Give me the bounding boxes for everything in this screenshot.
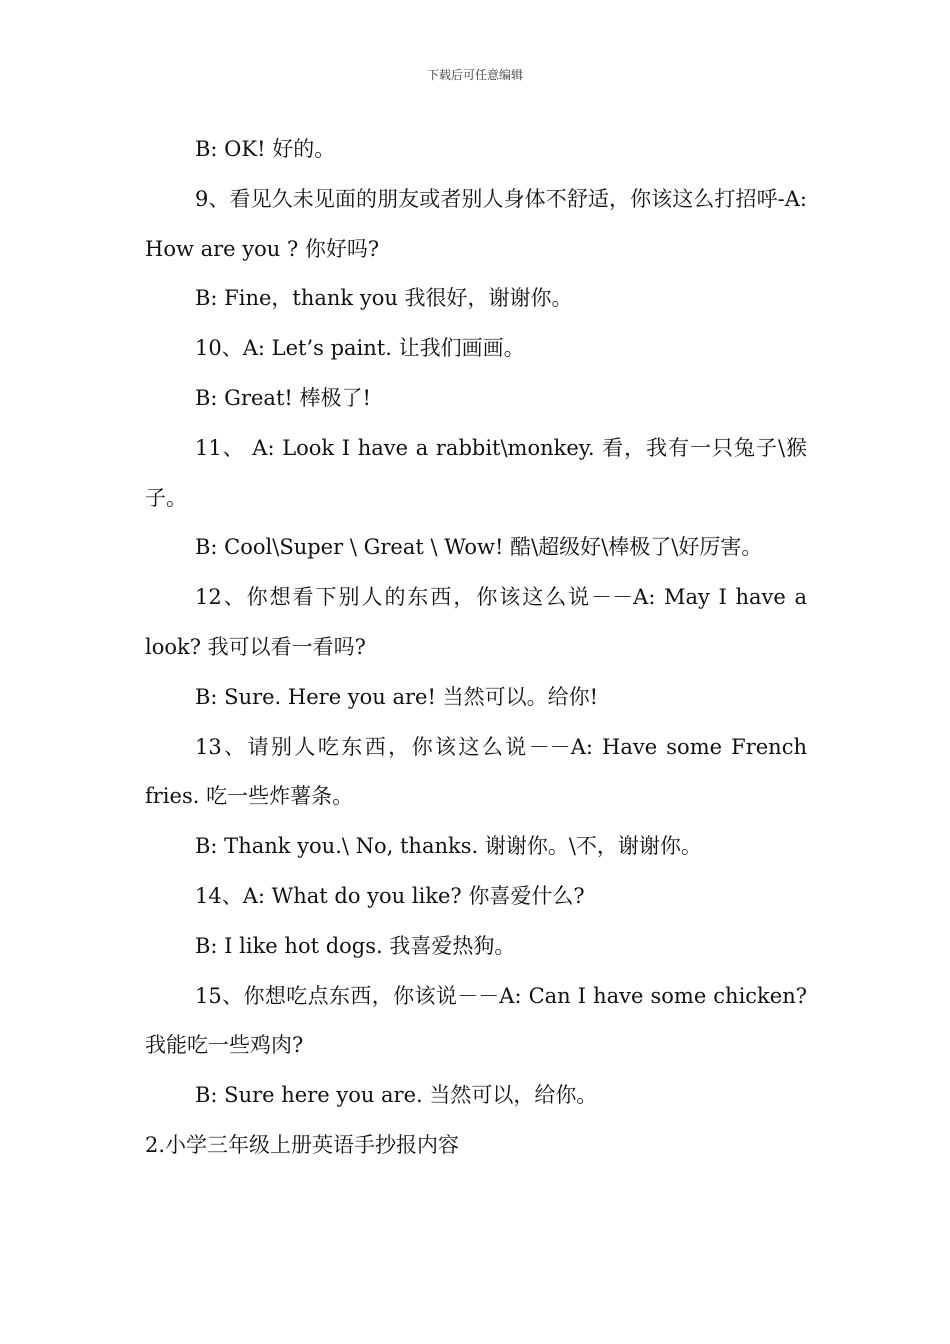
document-body (145, 125, 807, 1171)
paragraph: B: Sure here you are. 当然可以，给你。 (195, 1083, 598, 1108)
paragraph: B: Thank you.\ No, thanks. 谢谢你。\不，谢谢你。 (195, 834, 702, 859)
paragraph: B: Great! 棒极了! (195, 385, 371, 410)
paragraph: B: Fine，thank you 我很好，谢谢你。 (195, 286, 573, 311)
paragraph: 12、你想看下别人的东西，你该这么说－－A: May I have a look? 我可以看一看吗? (145, 585, 807, 659)
page-header: 下载后可任意编辑 (426, 68, 523, 82)
paragraph: B: Sure. Here you are! 当然可以。给你! (195, 684, 599, 709)
paragraph: 13、请别人吃东西，你该这么说－－A: Have some French fries. 吃一些炸薯条。 (145, 734, 807, 809)
paragraph: 11、 A: Look I have a rabbit\monkey. 看，我有一只兔子\猴子。 (145, 435, 807, 510)
paragraph: 15、你想吃点东西，你该说－－A: Can I have some chicken? 我能吃一些鸡肉? (145, 983, 807, 1058)
paragraph: B: Cool\Super \ Great \ Wow! 酷\超级好\棒极了\好厉害。 (195, 535, 763, 560)
paragraph: 14、A: What do you like? 你喜爱什么? (195, 883, 585, 908)
paragraph: 10、A: Let’s paint. 让我们画画。 (195, 336, 525, 361)
paragraph: B: OK! 好的。 (195, 137, 336, 161)
paragraph: B: I like hot dogs. 我喜爱热狗。 (195, 933, 516, 958)
section-heading: 2.小学三年级上册英语手抄报内容 (145, 1132, 460, 1157)
paragraph: 9、看见久未见面的朋友或者别人身体不舒适，你该这么打招呼-A: How are you ? 你好吗? (145, 186, 807, 261)
